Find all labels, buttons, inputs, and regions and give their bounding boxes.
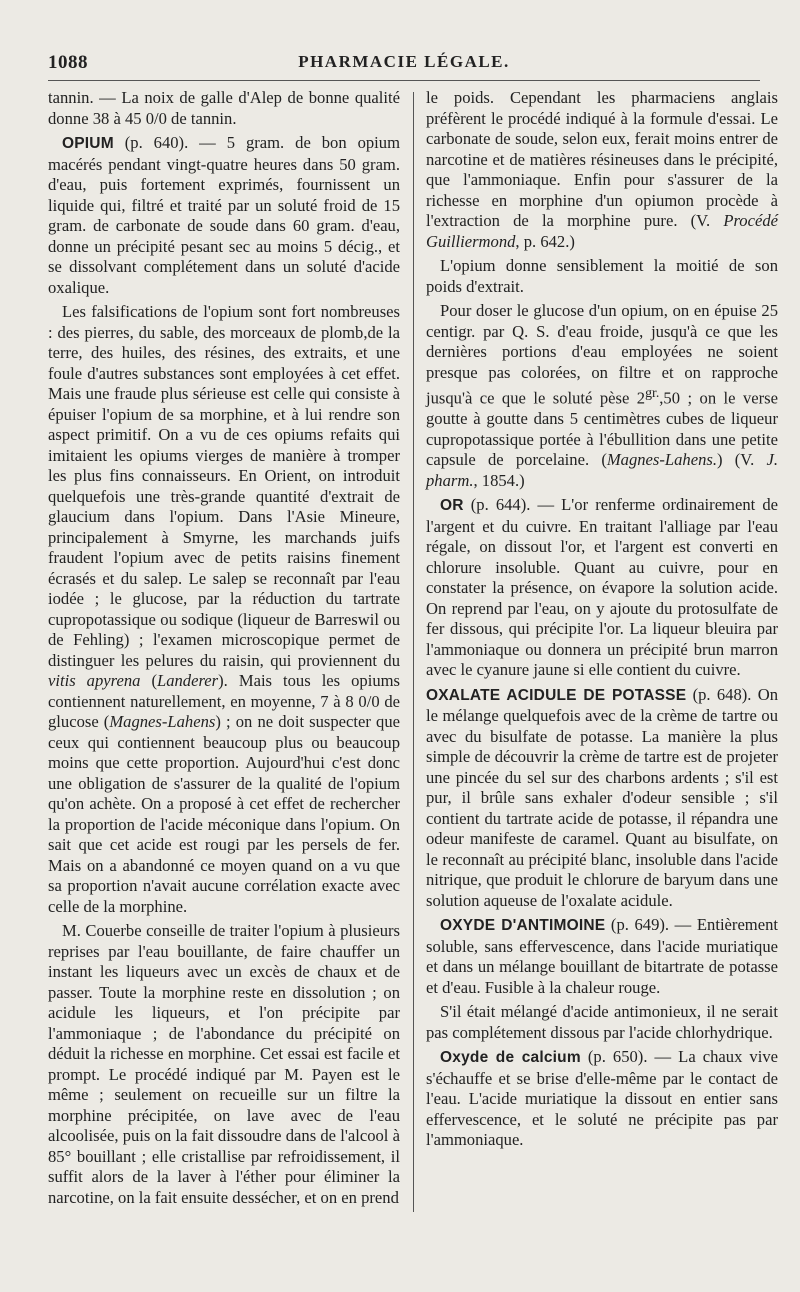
entry-heading: OXYDE D'ANTIMOINE bbox=[440, 917, 606, 935]
entry-opium: OPIUM (p. 640). — 5 gram. de bon opium macérés pendant vingt-quatre heures dans 50 gram. d'eau, puis fortement exprimés, fournissent un liquide qui, filtré et traité par un soluté froid de 15 gram. de carbonate de soude dans 60 gram. d'eau, donne un précipité pesant sec au moins 5 décig., et se dissolvant complétement dans un soluté d'acide oxalique. bbox=[48, 133, 400, 297]
entry-oxyde-antimoine: OXYDE D'ANTIMOINE (p. 649). — Entièrement soluble, sans effervescence, dans l'acide muriatique et dans un mélange bouillant de bitartrate de potasse et d'eau. Fusible à la chaleur rouge. bbox=[426, 915, 778, 997]
entry-oxyde-calcium: Oxyde de calcium (p. 650). — La chaux vive s'échauffe et se brise d'elle-même par le contact de l'eau. L'acide muriatique la dissout en entier sans effervescence, et le soluté ne précipite pas par l'ammoniaque. bbox=[426, 1047, 778, 1150]
entry-heading: Oxyde de calcium bbox=[440, 1049, 581, 1067]
left-column bbox=[48, 88, 400, 1212]
paragraph: M. Couerbe conseille de traiter l'opium à plusieurs reprises par l'eau bouillante, de faire chauffer un instant les liqueurs avec un excès de chaux et de passer. Toute la morphine reste en dissolution ; on acidule les liqueurs, et l'on précipite par l'ammoniaque ; de l'abondance du précipité on déduit la richesse en morphine. Cet essai est facile et prompt. Le procédé indiqué par M. Payen est le même ; seulement on recueille sur un filtre la morphine précipitée, on lave avec de l'eau alcoolisée, puis on la fait dissoudre dans de l'alcool à 85° bouillant ; elle cristallise par refroidissement, il suffit alors de la laver à l'éther pour éliminer la narcotine, on la fait ensuite dessécher, et on en prend bbox=[48, 921, 400, 1207]
paragraph: Les falsifications de l'opium sont fort nombreuses : des pierres, du sable, des morceaux de plomb,de la terre, des huiles, des résines, des extraits, et une foule d'autres substances sont employées à cet effet. Mais une fraude plus sérieuse est celle qui consiste à épuiser l'opium de sa morphine, et à lui rendre son aspect primitif. On a vu de ces opiums refaits qui imitaient les opiums vierges de manière à tromper les plus fins connaisseurs. En Orient, on introduit quelquefois une très-grande quantité d'extrait de glaucium dans l'opium. Dans l'Asie Mineure, principalement à Smyrne, les marchands juifs fraudent l'opium avec de petits raisins finement écrasés et du salep. Le salep se reconnaît par l'eau iodée ; le glucose, par la réduction du tartrate cupropotassique ou sodique (liqueur de Barreswil ou de Fehling) ; l'examen microscopique permet de distinguer les pelures du raisin, qui proviennent du vitis apyrena (Landerer). Mais tous les opiums contiennent naturellement, en moyenne, 7 à 8 0/0 de glucose (Magnes-Lahens) ; on ne doit suspecter que ceux qui contiennent beaucoup plus ou beaucoup moins que cette proportion. Aujourd'hui c'est donc une obligation de s'assurer de la qualité de l'opium qu'on achète. On a proposé à cet effet de rechercher la proportion de l'acide méconique dans l'opium. On sait que cet acide est rougi par les persels de fer. Mais on a abandonné ce moyen quand on a vu que sa proportion n'avait aucune corrélation exacte avec celle de la morphine. bbox=[48, 302, 401, 916]
header-rule bbox=[48, 80, 760, 81]
entry-heading: OXALATE ACIDULE DE POTASSE bbox=[426, 686, 687, 704]
right-column bbox=[426, 88, 778, 1155]
paragraph: L'opium donne sensiblement la moitié de son poids d'extrait. bbox=[426, 256, 778, 296]
entry-heading: OPIUM bbox=[62, 135, 114, 152]
paragraph: S'il était mélangé d'acide antimonieux, il ne serait pas complétement dissous par l'acide chlorhydrique. bbox=[426, 1002, 778, 1042]
page-header bbox=[48, 52, 760, 82]
running-head: PHARMACIE LÉGALE. bbox=[298, 52, 510, 71]
paragraph: le poids. Cependant les pharmaciens anglais préfèrent le procédé indiqué à la formule d'essai. Le carbonate de soude, selon eux, ferait moins entrer de narcotine et de matières résineuses dans le précipité, que l'ammoniaque. Enfin pour s'assurer de la richesse en morphine d'un opiumon procède à l'extraction de la morphine pure. (V. Procédé Guilliermond, p. 642.) bbox=[426, 88, 778, 251]
entry-oxalate: OXALATE ACIDULE DE POTASSE (p. 648). On le mélange quelquefois avec de la crème de tartre ou avec du bisulfate de potasse. La manière la plus simple de découvrir la crème de tartre est de projeter une pincée du sel sur des charbons ardents ; s'il est pur, il brûle sans exhaler d'odeur sensible ; s'il contient du tartrate acide de potasse, il répandra une odeur manifeste de caramel. Quant au bisulfate, on le reconnaît au précipité blanc, insoluble dans l'acide nitrique, que produit le chlorure de baryum dans une solution aqueuse de l'oxalate acidule. bbox=[426, 684, 778, 910]
column-divider bbox=[413, 92, 414, 1212]
page-number: 1088 bbox=[48, 52, 88, 73]
entry-heading: OR bbox=[440, 497, 464, 515]
paragraph: Pour doser le glucose d'un opium, on en épuise 25 centigr. par Q. S. d'eau froide, jusqu'à ce que les dernières portions d'eau employées ne soient presque pas colorées, on filtre et on rapproche jusqu'à ce que le soluté pèse $2^{gr.},50$ ; on le verse goutte à goutte dans 5 centimètres cubes de liqueur cupropotassique portée à l'ébullition dans une petite capsule de porcelaine. (Magnes-Lahens.) (V. J. pharm., 1854.) bbox=[426, 301, 778, 490]
paragraph: tannin. — La noix de galle d'Alep de bonne qualité donne 38 à 45 0/0 de tannin. bbox=[48, 88, 400, 128]
entry-or: OR (p. 644). — L'or renferme ordinairement de l'argent et du cuivre. En traitant l'alliage par l'eau régale, on dissout l'or, et l'argent est converti en chlorure insoluble. Quant au cuivre, pour en constater la présence, on évapore la solution acide. On reprend par l'eau, on y ajoute du protosulfate de fer dissous, qui précipite l'or. La liqueur bleuira par l'ammoniaque ou donnera un précipité brun marron avec le cyanure jaune si elle contient du cuivre. bbox=[426, 495, 778, 680]
